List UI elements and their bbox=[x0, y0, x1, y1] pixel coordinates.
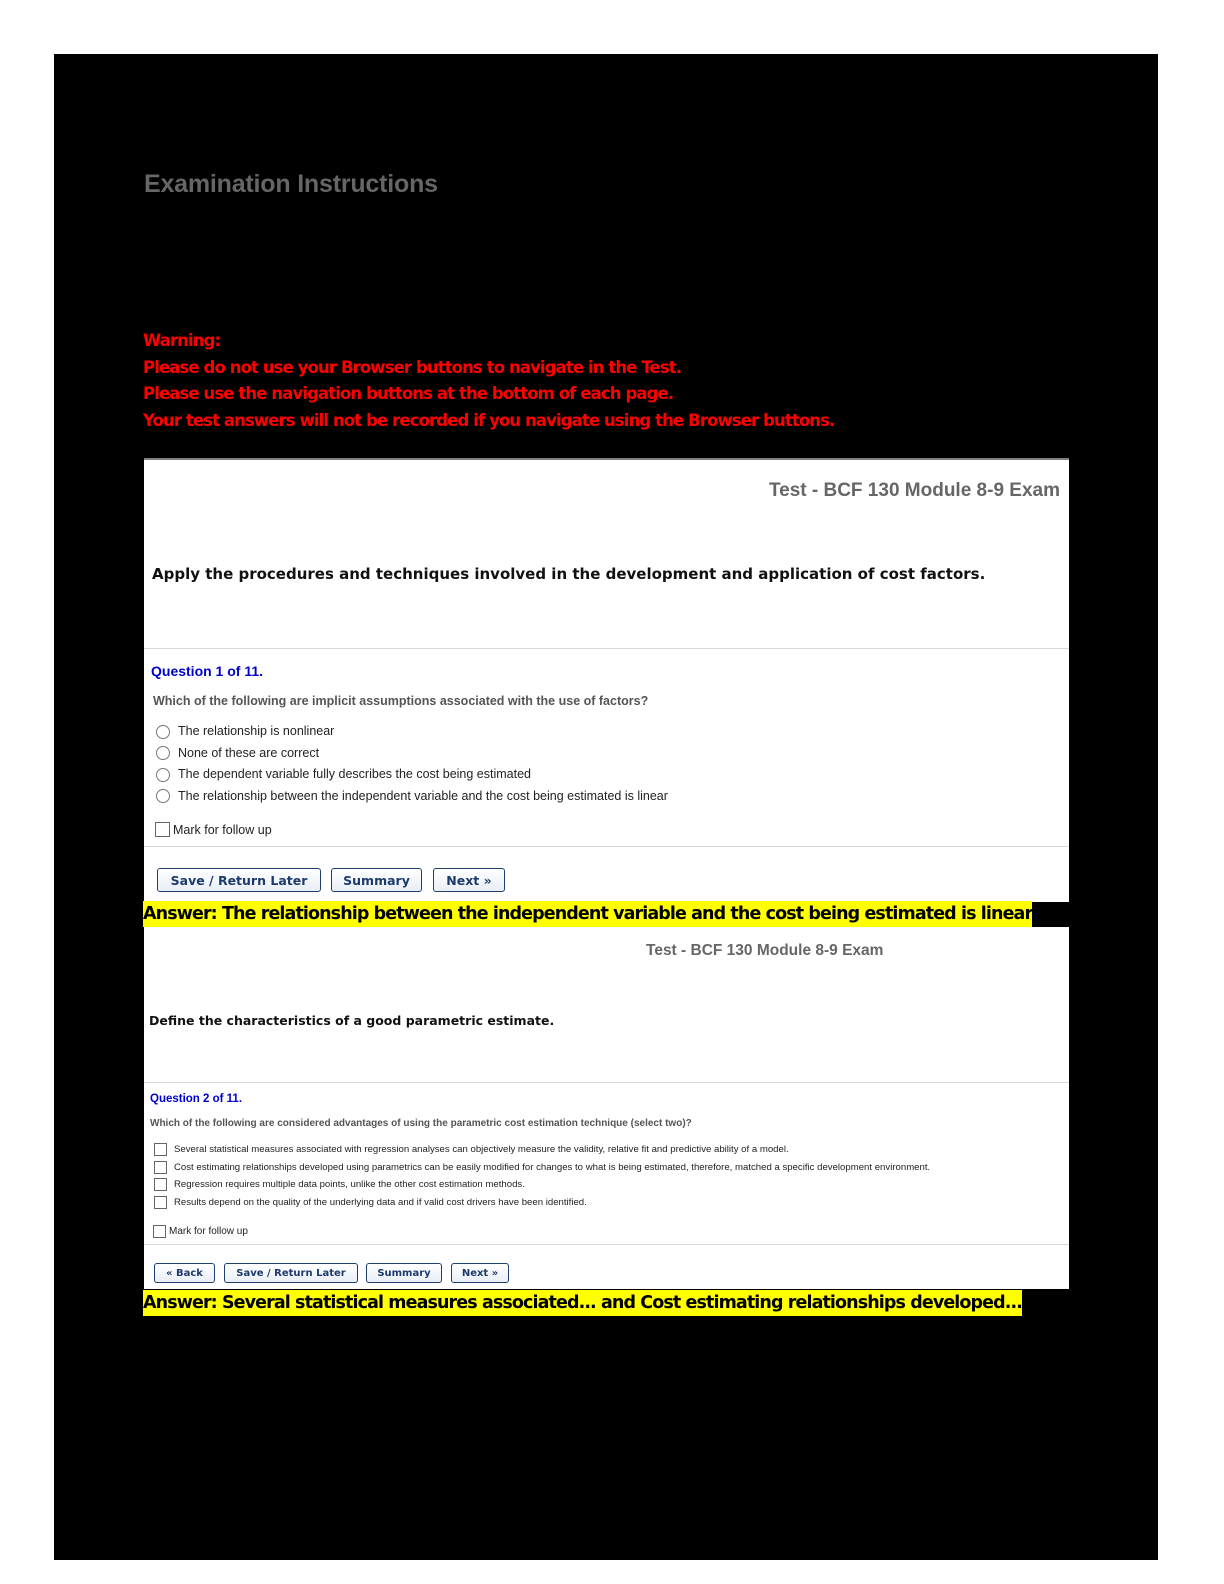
option-label: The relationship between the independent variable and the cost being estimated is linear bbox=[178, 788, 668, 803]
question-2-screenshot bbox=[144, 927, 1069, 1289]
navigation-buttons bbox=[154, 1263, 509, 1283]
divider bbox=[144, 648, 1069, 649]
option-label: Results depend on the quality of the underlying data and if valid cost drivers have been identified. bbox=[174, 1196, 587, 1208]
divider bbox=[144, 1082, 1069, 1083]
divider bbox=[144, 846, 1069, 847]
answer-highlight-1: Answer: The relationship between the independent variable and the cost being estimated is linear bbox=[143, 901, 1032, 927]
option-label: The relationship is nonlinear bbox=[178, 724, 335, 738]
warning-line: Please use the navigation buttons at the bottom of each page. bbox=[143, 384, 674, 403]
document-title: Examination Instructions bbox=[144, 170, 438, 198]
option-checkbox[interactable] bbox=[154, 1178, 167, 1191]
follow-up-checkbox[interactable] bbox=[155, 822, 170, 837]
warning-line: Please do not use your Browser buttons to navigate in the Test. bbox=[143, 357, 682, 377]
answer-highlight-2: Answer: Several statistical measures associated... and Cost estimating relationships developed... bbox=[143, 1290, 1022, 1316]
warning-line: Your test answers will not be recorded if you navigate using the Browser buttons. bbox=[143, 410, 835, 430]
mark-for-follow-up[interactable] bbox=[153, 1225, 248, 1238]
option-checkbox[interactable] bbox=[154, 1161, 167, 1174]
next-button[interactable]: Next » bbox=[451, 1263, 509, 1283]
option-3[interactable] bbox=[156, 764, 668, 786]
divider bbox=[144, 1244, 1069, 1245]
option-3[interactable] bbox=[154, 1176, 930, 1194]
radio-button[interactable] bbox=[156, 768, 170, 782]
follow-up-checkbox[interactable] bbox=[153, 1225, 166, 1238]
next-button[interactable]: Next » bbox=[433, 868, 505, 892]
learning-objective: Define the characteristics of a good parametric estimate. bbox=[149, 1013, 555, 1028]
option-label: Cost estimating relationships developed using parametrics can be easily modified for changes to what is being estimated, therefore, matched a specific development environment. bbox=[174, 1161, 931, 1173]
answer-options bbox=[156, 721, 668, 807]
option-4[interactable] bbox=[154, 1194, 930, 1212]
option-2[interactable] bbox=[154, 1159, 930, 1177]
option-4[interactable] bbox=[156, 786, 668, 808]
save-return-later-button[interactable]: Save / Return Later bbox=[224, 1263, 358, 1283]
navigation-buttons bbox=[157, 868, 505, 892]
option-checkbox[interactable] bbox=[154, 1196, 167, 1209]
question-number: Question 2 of 11. bbox=[150, 1093, 243, 1105]
save-return-later-button[interactable]: Save / Return Later bbox=[157, 868, 321, 892]
question-prompt: Which of the following are implicit assumptions associated with the use of factors? bbox=[153, 694, 649, 708]
test-title: Test - BCF 130 Module 8-9 Exam bbox=[646, 942, 884, 959]
option-1[interactable] bbox=[156, 721, 668, 743]
follow-up-label: Mark for follow up bbox=[169, 1226, 248, 1237]
question-1-screenshot bbox=[144, 458, 1069, 902]
radio-button[interactable] bbox=[156, 789, 170, 803]
test-title: Test - BCF 130 Module 8-9 Exam bbox=[768, 480, 1060, 501]
option-label: None of these are correct bbox=[178, 745, 320, 760]
option-2[interactable] bbox=[156, 743, 668, 765]
radio-button[interactable] bbox=[156, 746, 170, 760]
warning-heading: Warning: bbox=[143, 331, 221, 350]
warning-block bbox=[143, 328, 834, 434]
learning-objective: Apply the procedures and techniques involved in the development and application of cost factors. bbox=[152, 565, 986, 583]
back-button[interactable]: « Back bbox=[154, 1263, 215, 1283]
option-label: Several statistical measures associated with regression analyses can objectively measure the validity, relative fit and predictive ability of a model. bbox=[174, 1144, 789, 1155]
summary-button[interactable]: Summary bbox=[331, 868, 422, 892]
option-checkbox[interactable] bbox=[154, 1143, 167, 1156]
question-prompt: Which of the following are considered advantages of using the parametric cost estimation technique (select two)? bbox=[150, 1118, 692, 1129]
mark-for-follow-up[interactable] bbox=[155, 822, 272, 837]
option-label: Regression requires multiple data points, unlike the other cost estimation methods. bbox=[174, 1179, 525, 1191]
option-label: The dependent variable fully describes the cost being estimated bbox=[178, 767, 531, 781]
option-1[interactable] bbox=[154, 1141, 930, 1159]
radio-button[interactable] bbox=[156, 725, 170, 739]
question-number: Question 1 of 11. bbox=[151, 663, 264, 679]
answer-options bbox=[154, 1141, 930, 1211]
follow-up-label: Mark for follow up bbox=[173, 822, 272, 837]
summary-button[interactable]: Summary bbox=[366, 1263, 442, 1283]
